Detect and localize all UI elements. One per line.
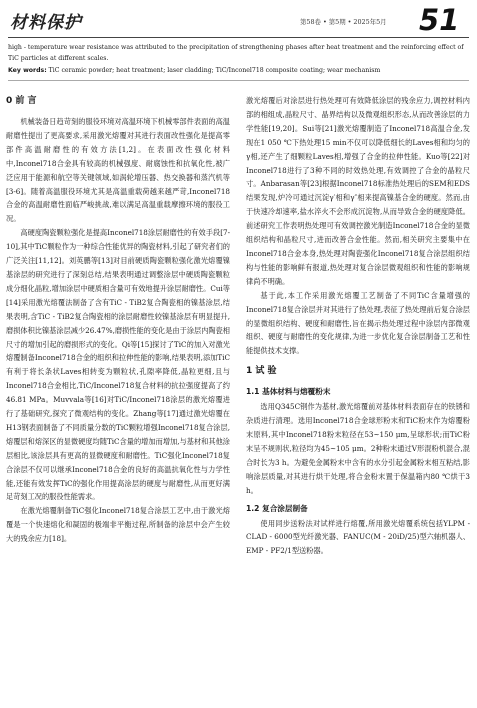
abstract-tail: high - temperature wear resistance was attributed to the precipitation of strengthening phases after heat treatment and the reinforcing effect of TiC particles at different scales. <box>8 44 464 62</box>
keywords-text: TiC ceramic powder; heat treatment; laser cladding; TiC/Inconel718 composite coating; wear mechanism <box>46 67 381 74</box>
body-paragraph: 机械装备日趋苛刻的服役环境对高温环境下机械零部件表面的高温耐磨性提出了更高要求,采用激光熔覆对其进行表面改性强化是提高零部件高温耐磨性的有效方法[1,2]。在表面改性强化材料中,Inconel718合金具有较高的机械强度、耐腐蚀性和抗氧化性,被广泛应用于能源和航空等关键领域,如涡轮增压器、热交换器和蒸汽机等[3-6]。随着高温服役环境尤其是高温重载荷越来越严苛,Inconel718合金的高温耐磨性面临严峻挑战,难以满足高温重载摩擦环境的服役工况。 <box>6 117 230 224</box>
right-column <box>246 94 470 558</box>
body-paragraph: 激光熔覆后对涂层进行热处理可有效降低涂层的残余应力,调控材料内部的相组成,晶粒尺寸、晶界结构以及微观组织形态,从而改善涂层的力学性能[19,20]。Sui等[21]激光熔覆制造了Inconel718高温合金,发现在1 050 ℃下热处理15 min不仅可以降低细长的Laves相和均匀的γ相,还产生了细颗粒Laves相,增强了合金的拉伸性能。Kuo等[22]对Inconel718进行了3种不同的时效热处理,有效调控了合金的晶粒尺寸。Anbarasan等[23]根据Inconel718标准热处理后的SEM和EDS结果发现,炉冷可通过沉淀γ′相和γ″相来提高镍基合金的硬度。然而,由于快速冷却速率,盐水淬火不会形成沉淀物,从而导致合金的硬度降低。前述研究工作表明热处理可有效调控激光制造Inconel718合金的显微组织结构和晶粒尺寸,进而改善合金性能。然而,相关研究主要集中在Inconel718合金本身,热处理对陶瓷强化Inconel718复合涂层组织结构与性能的影响鲜有报道,热处理对复合涂层微观组织和性能的影响规律尚不明确。 <box>246 96 470 286</box>
journal-logo: 材料保护 <box>10 13 82 33</box>
page-number: 51 <box>419 3 460 37</box>
body-paragraph: 使用同步送粉法对试样进行熔覆,所用激光熔覆系统包括YLPM - CLAD - 6000型光纤激光器、FANUC(M - 20iD/25)型六轴机器人、EMP - PF2/1型送粉器。 <box>246 518 470 556</box>
subsection-heading: 1.1 基体材料与熔覆粉末 <box>246 387 331 397</box>
header-rule <box>8 37 469 38</box>
body-paragraph: 基于此,本工作采用激光熔覆工艺制备了不同TiC含量增强的Inconel718复合涂层并对其进行了热处理,表征了热处理前后复合涂层的显微组织结构、硬度和耐磨性,旨在揭示热处理过程中涂层内部微观组织、硬度与耐磨性的变化规律,为进一步优化复合涂层制备工艺和性能提供技术支撑。 <box>246 290 470 356</box>
issue-info: 第58卷 • 第5期 • 2025年5月 <box>300 18 387 26</box>
keywords <box>8 65 469 76</box>
keywords-label: Key words: <box>8 67 47 74</box>
subsection-heading: 1.2 复合涂层制备 <box>246 503 308 513</box>
body-paragraph: 选用Q345C钢作为基材,激光熔覆前对基体材料表面存在的铁锈和杂质进行清理。选用Inconel718合金球形粉末和TiC粉末作为熔覆粉末原料,其中Inconel718粉末粒径在53~150 μm,呈球形状;而TiC粉末呈不规则状,粒径均为45~105 μm。2种粉末通过V形混粉机混合,混合时长为3 h。为避免金属粉末中含有的水分引起金属粉末相互粘结,影响涂层质量,对其进行烘干处理,将合金粉末置于保温箱内80 ℃烘干3 h。 <box>246 402 470 495</box>
section-heading-intro: 0 前 言 <box>6 96 37 106</box>
body-paragraph: 在激光熔覆制备TiC强化Inconel718复合涂层工艺中,由于激光熔覆是一个快速熔化和凝固的极端非平衡过程,所制备的涂层中会产生较大的残余应力[18]。 <box>6 506 230 544</box>
section-heading-experiment: 1 试 验 <box>246 366 277 377</box>
page-header <box>0 0 477 40</box>
left-column <box>6 94 230 546</box>
body-paragraph: 高硬度陶瓷颗粒强化是提高Inconel718涂层耐磨性的有效手段[7-10],其中TiC颗粒作为一种综合性能优异的陶瓷材料,引起了研究者们的广泛关注[11,12]。刘英鹏等[13]对目前硬质陶瓷颗粒强化激光熔覆镍基涂层的研究进行了深刻总结,结果表明通过调整涂层中硬质陶瓷颗粒成分细化晶粒,增加涂层中硬质相含量可有效地提升涂层耐磨性。Cui等[14]采用激光熔覆法制备了含有TiC - TiB2复合陶瓷相的镍基涂层,结果表明,含TiC - TiB2复合陶瓷相的涂层耐磨性较镍基涂层有明显提升,磨损体积比镍基涂层减少26.47%,磨损性能的变化是由于涂层内陶瓷相尺寸的增加引起的磨损形式的变化。Qi等[15]探讨了TiC的加入对激光熔覆制备Inconel718合金的组织和拉伸性能的影响,结果表明,添加TiC有利于将长条状Laves相转变为颗粒状,孔隙率降低,晶粒更细,且与Inconel718合金相比,TiC/Inconel718复合材料的抗拉强度提高了约46.81 MPa。Muvvala等[16]对TiC/Inconel718涂层的激光熔覆进行了基础研究,探究了微观结构的变化。Zhang等[17]通过激光熔覆在H13钢表面制备了不同质量分数的TiC颗粒增强Inconel718复合涂层,熔覆层和熔深区的显微硬度均随TiC含量的增加而增加,与基材和其他涂层相比,该涂层具有更高的显微硬度和耐磨性。TiC强化Inconel718复合涂层不仅可以继承Inconel718合金的良好的高温抗氧化性与力学性能,还能有效发挥TiC的强化作用提高涂层的硬度与耐磨性,从而更好满足苛刻工况的服役性能需求。 <box>6 228 230 502</box>
section-divider <box>8 80 469 81</box>
